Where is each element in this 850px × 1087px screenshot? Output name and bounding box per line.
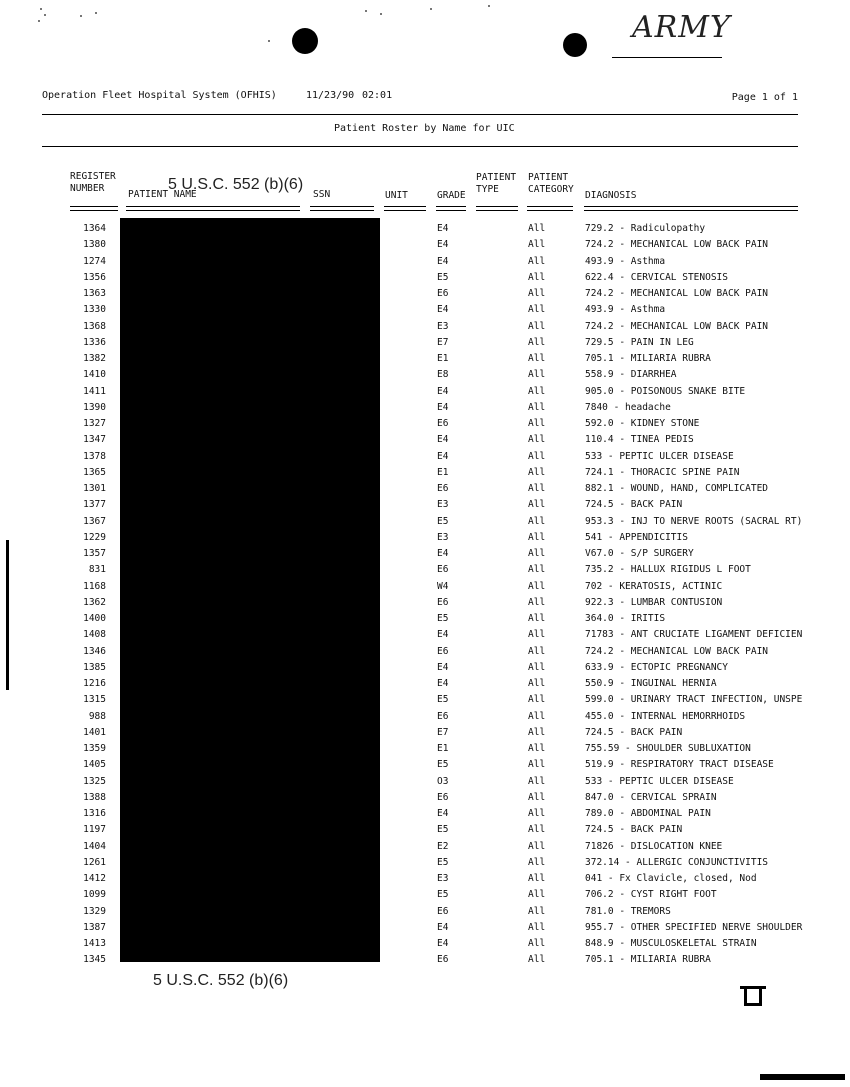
grade: E6: [437, 483, 449, 494]
col-grade: GRADE: [437, 190, 466, 201]
grade: E6: [437, 596, 449, 608]
grade: E3: [437, 499, 449, 511]
diagnosis: 922.3 - LUMBAR CONTUSION: [585, 596, 723, 608]
register-number: 1404: [83, 840, 106, 852]
diagnosis: 493.9 - Asthma: [585, 304, 666, 316]
scan-speck: [430, 8, 432, 10]
page-number: Page 1 of 1: [731, 92, 798, 103]
diagnosis: V67.0 - S/P SURGERY: [585, 548, 694, 559]
diagnosis: 541 - APPENDICITIS: [585, 531, 688, 543]
diagnosis: 953.3 - INJ TO NERVE ROOTS (SACRAL RT): [585, 515, 803, 527]
register-number: 1412: [83, 873, 106, 884]
diagnosis: 735.2 - HALLUX RIGIDUS L FOOT: [585, 564, 751, 576]
grade: E4: [437, 548, 449, 559]
diagnosis: 558.9 - DIARRHEA: [585, 369, 677, 381]
header-underline: [310, 206, 374, 211]
diagnosis: 755.59 - SHOULDER SUBLUXATION: [585, 743, 751, 754]
patient-category: All: [528, 353, 546, 364]
grade: E1: [437, 466, 449, 478]
grade: E4: [437, 255, 449, 267]
patient-category: All: [528, 694, 546, 706]
col-patient-name: PATIENT NAME: [128, 189, 197, 200]
register-number: 1378: [83, 450, 106, 462]
scan-speck: [380, 13, 382, 15]
patient-category: All: [528, 921, 546, 933]
handwritten-annotation: ARMY: [632, 10, 731, 45]
patient-category: All: [528, 791, 546, 803]
diagnosis: 705.1 - MILIARIA RUBRA: [585, 954, 711, 966]
patient-category: All: [528, 320, 546, 332]
patient-category: All: [528, 629, 546, 641]
grade: E4: [437, 938, 449, 949]
diagnosis: 71826 - DISLOCATION KNEE: [585, 840, 723, 852]
patient-category: All: [528, 304, 546, 316]
grade: E1: [437, 353, 449, 364]
register-number: 1168: [83, 580, 106, 592]
register-number: 1357: [83, 548, 106, 559]
scan-speck: [44, 14, 46, 16]
register-number: 1410: [83, 369, 106, 381]
patient-category: All: [528, 613, 546, 624]
header-rule-top: [42, 114, 798, 115]
diagnosis: 493.9 - Asthma: [585, 255, 666, 267]
register-number: 1327: [83, 418, 106, 429]
register-number: 1261: [83, 856, 106, 868]
register-number: 988: [88, 710, 106, 722]
grade: E2: [437, 840, 449, 852]
header-underline: [70, 206, 118, 211]
register-number: 1356: [83, 271, 106, 283]
patient-category: All: [528, 434, 546, 446]
diagnosis: 702 - KERATOSIS, ACTINIC: [585, 580, 723, 592]
register-number: 1411: [83, 385, 106, 397]
diagnosis: 7840 - headache: [585, 401, 671, 413]
patient-category: All: [528, 531, 546, 543]
register-number: 1385: [83, 661, 106, 673]
patient-category: All: [528, 759, 546, 771]
grade: E3: [437, 531, 449, 543]
col-patient-category: PATIENT CATEGORY: [528, 172, 574, 195]
patient-category: All: [528, 840, 546, 852]
grade: E5: [437, 889, 449, 901]
punch-hole-right: [563, 33, 587, 57]
grade: E5: [437, 694, 449, 706]
register-number: 1336: [83, 336, 106, 348]
patient-category: All: [528, 726, 546, 738]
grade: E4: [437, 678, 449, 689]
header-underline: [126, 206, 300, 211]
grade: E5: [437, 271, 449, 283]
patient-category: All: [528, 271, 546, 283]
register-number: 1405: [83, 759, 106, 771]
annotation-underline: [612, 57, 722, 58]
patient-category: All: [528, 223, 546, 234]
report-date: 11/23/90: [306, 90, 355, 101]
col-patient-type: PATIENT TYPE: [476, 172, 517, 195]
patient-category: All: [528, 645, 546, 657]
register-number: 1364: [83, 223, 106, 234]
col-diagnosis: DIAGNOSIS: [585, 190, 637, 201]
diagnosis: 789.0 - ABDOMINAL PAIN: [585, 808, 711, 819]
register-number: 1274: [83, 255, 106, 267]
grade: E6: [437, 418, 449, 429]
patient-category: All: [528, 661, 546, 673]
bracket-mark: [744, 988, 762, 1006]
patient-category: All: [528, 743, 546, 754]
register-number: 1368: [83, 320, 106, 332]
diagnosis: 724.2 - MECHANICAL LOW BACK PAIN: [585, 645, 769, 657]
patient-category: All: [528, 499, 546, 511]
scan-speck: [95, 12, 97, 14]
register-number: 1346: [83, 645, 106, 657]
redaction-block: [120, 218, 380, 962]
grade: E4: [437, 304, 449, 316]
diagnosis: 110.4 - TINEA PEDIS: [585, 434, 694, 446]
grade: E4: [437, 450, 449, 462]
diagnosis: 882.1 - WOUND, HAND, COMPLICATED: [585, 483, 769, 494]
diagnosis: 622.4 - CERVICAL STENOSIS: [585, 271, 728, 283]
diagnosis: 781.0 - TREMORS: [585, 905, 671, 917]
grade: E5: [437, 515, 449, 527]
punch-hole-left: [292, 28, 318, 54]
register-number: 1325: [83, 775, 106, 787]
register-number: 1400: [83, 613, 106, 624]
register-number: 1316: [83, 808, 106, 819]
patient-category: All: [528, 385, 546, 397]
patient-category: All: [528, 450, 546, 462]
patient-category: All: [528, 938, 546, 949]
grade: E1: [437, 743, 449, 754]
system-name: Operation Fleet Hospital System (OFHIS): [42, 90, 277, 101]
grade: E4: [437, 239, 449, 251]
patient-category: All: [528, 288, 546, 299]
register-number: 1388: [83, 791, 106, 803]
grade: E6: [437, 905, 449, 917]
diagnosis: 706.2 - CYST RIGHT FOOT: [585, 889, 717, 901]
grade: E4: [437, 434, 449, 446]
col-unit: UNIT: [385, 190, 408, 201]
scan-speck: [268, 40, 270, 42]
patient-category: All: [528, 564, 546, 576]
grade: E6: [437, 954, 449, 966]
register-number: 1315: [83, 694, 106, 706]
diagnosis: 71783 - ANT CRUCIATE LIGAMENT DEFICIEN: [585, 629, 803, 641]
register-number: 1359: [83, 743, 106, 754]
header-underline: [584, 206, 798, 211]
register-number: 1301: [83, 483, 106, 494]
patient-category: All: [528, 580, 546, 592]
grade: E5: [437, 759, 449, 771]
exemption-label-top: 5 U.S.C. 552 (b)(6): [168, 176, 304, 193]
diagnosis: 724.2 - MECHANICAL LOW BACK PAIN: [585, 320, 769, 332]
register-number: 1390: [83, 401, 106, 413]
scan-speck: [488, 5, 490, 7]
register-number: 1387: [83, 921, 106, 933]
diagnosis: 633.9 - ECTOPIC PREGNANCY: [585, 661, 728, 673]
diagnosis: 729.2 - Radiculopathy: [585, 223, 706, 234]
patient-category: All: [528, 401, 546, 413]
diagnosis: 599.0 - URINARY TRACT INFECTION, UNSPE: [585, 694, 803, 706]
grade: E3: [437, 873, 449, 884]
patient-category: All: [528, 678, 546, 689]
grade: E6: [437, 564, 449, 576]
register-number: 1377: [83, 499, 106, 511]
grade: E4: [437, 921, 449, 933]
diagnosis: 550.9 - INGUINAL HERNIA: [585, 678, 717, 689]
register-number: 1229: [83, 531, 106, 543]
diagnosis: 364.0 - IRITIS: [585, 613, 666, 624]
scan-bar: [760, 1074, 845, 1080]
diagnosis: 955.7 - OTHER SPECIFIED NERVE SHOULDER: [585, 921, 803, 933]
diagnosis: 724.2 - MECHANICAL LOW BACK PAIN: [585, 239, 769, 251]
grade: E6: [437, 710, 449, 722]
header-underline: [476, 206, 518, 211]
patient-category: All: [528, 418, 546, 429]
grade: E4: [437, 808, 449, 819]
bracket-mark-top: [740, 986, 766, 989]
patient-category: All: [528, 905, 546, 917]
register-number: 1367: [83, 515, 106, 527]
header-underline: [527, 206, 573, 211]
diagnosis: 519.9 - RESPIRATORY TRACT DISEASE: [585, 759, 774, 771]
patient-category: All: [528, 483, 546, 494]
col-ssn: SSN: [313, 189, 331, 200]
grade: O3: [437, 775, 449, 787]
patient-category: All: [528, 775, 546, 787]
register-number: 1216: [83, 678, 106, 689]
diagnosis: 724.2 - MECHANICAL LOW BACK PAIN: [585, 288, 769, 299]
scan-speck: [40, 8, 42, 10]
exemption-label-bottom: 5 U.S.C. 552 (b)(6): [153, 972, 289, 989]
register-number: 1382: [83, 353, 106, 364]
register-number: 1401: [83, 726, 106, 738]
register-number: 1380: [83, 239, 106, 251]
patient-category: All: [528, 255, 546, 267]
patient-category: All: [528, 596, 546, 608]
register-number: 1099: [83, 889, 106, 901]
diagnosis: 533 - PEPTIC ULCER DISEASE: [585, 450, 734, 462]
diagnosis: 724.1 - THORACIC SPINE PAIN: [585, 466, 740, 478]
grade: E4: [437, 629, 449, 641]
report-time: 02:01: [362, 90, 393, 101]
grade: E3: [437, 320, 449, 332]
patient-category: All: [528, 369, 546, 381]
patient-category: All: [528, 808, 546, 819]
patient-category: All: [528, 954, 546, 966]
header-underline: [436, 206, 466, 211]
scan-speck: [38, 20, 40, 22]
grade: E5: [437, 824, 449, 836]
diagnosis: 455.0 - INTERNAL HEMORRHOIDS: [585, 710, 746, 722]
grade: E6: [437, 791, 449, 803]
diagnosis: 724.5 - BACK PAIN: [585, 499, 683, 511]
diagnosis: 729.5 - PAIN IN LEG: [585, 336, 694, 348]
diagnosis: 848.9 - MUSCULOSKELETAL STRAIN: [585, 938, 757, 949]
scan-speck: [80, 15, 82, 17]
register-number: 1347: [83, 434, 106, 446]
grade: E4: [437, 401, 449, 413]
patient-category: All: [528, 548, 546, 559]
grade: E8: [437, 369, 449, 381]
register-number: 1363: [83, 288, 106, 299]
patient-category: All: [528, 515, 546, 527]
diagnosis: 372.14 - ALLERGIC CONJUNCTIVITIS: [585, 856, 769, 868]
scan-speck: [365, 10, 367, 12]
diagnosis: 592.0 - KIDNEY STONE: [585, 418, 700, 429]
register-number: 1330: [83, 304, 106, 316]
register-number: 1408: [83, 629, 106, 641]
register-number: 1197: [83, 824, 106, 836]
diagnosis: 041 - Fx Clavicle, closed, Nod: [585, 873, 757, 884]
report-title: Patient Roster by Name for UIC: [334, 123, 515, 134]
register-number: 1329: [83, 905, 106, 917]
header-underline: [384, 206, 426, 211]
patient-category: All: [528, 336, 546, 348]
patient-category: All: [528, 873, 546, 884]
patient-category: All: [528, 466, 546, 478]
grade: W4: [437, 580, 449, 592]
diagnosis: 533 - PEPTIC ULCER DISEASE: [585, 775, 734, 787]
register-number: 1345: [83, 954, 106, 966]
diagnosis: 847.0 - CERVICAL SPRAIN: [585, 791, 717, 803]
grade: E4: [437, 385, 449, 397]
header-rule-bottom: [42, 146, 798, 147]
patient-category: All: [528, 889, 546, 901]
register-number: 1362: [83, 596, 106, 608]
grade: E4: [437, 661, 449, 673]
register-number: 1413: [83, 938, 106, 949]
patient-category: All: [528, 856, 546, 868]
patient-category: All: [528, 239, 546, 251]
grade: E5: [437, 613, 449, 624]
diagnosis: 724.5 - BACK PAIN: [585, 726, 683, 738]
diagnosis: 905.0 - POISONOUS SNAKE BITE: [585, 385, 746, 397]
col-register-number: REGISTER NUMBER: [70, 171, 116, 194]
margin-bar: [6, 540, 9, 690]
grade: E7: [437, 336, 449, 348]
register-number: 1365: [83, 466, 106, 478]
register-number: 831: [88, 564, 106, 576]
patient-category: All: [528, 710, 546, 722]
grade: E7: [437, 726, 449, 738]
grade: E6: [437, 288, 449, 299]
diagnosis: 705.1 - MILIARIA RUBRA: [585, 353, 711, 364]
grade: E6: [437, 645, 449, 657]
diagnosis: 724.5 - BACK PAIN: [585, 824, 683, 836]
grade: E4: [437, 223, 449, 234]
patient-category: All: [528, 824, 546, 836]
grade: E5: [437, 856, 449, 868]
